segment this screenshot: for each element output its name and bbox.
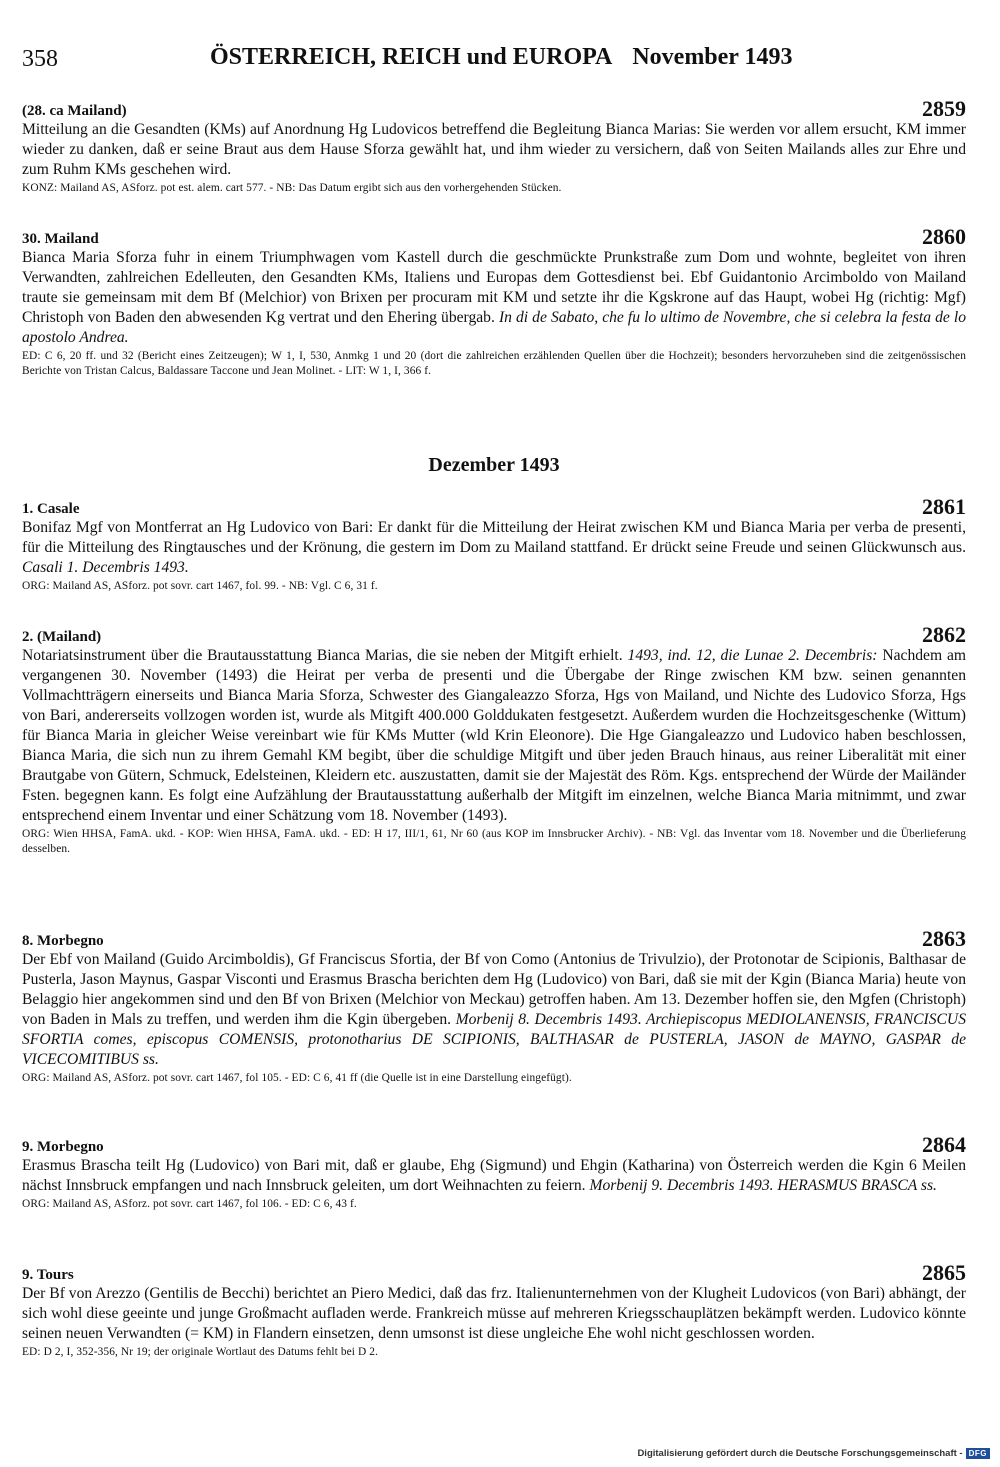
entry-date-place: 30. Mailand — [22, 231, 99, 247]
regest-body-continued: Nachdem am vergangenen 30. November (1493) die Heirat per verba de presenti und die Übergabe der Ringe zwischen KM bzw. seinen genannten Vollmachtträgern einerseits und Bianca Maria Sforza, Schwester des Giangaleazzo Sforza, Hgs von Mailand, und Nichte des Ludovico Sforza, Hgs von Bari, andererseits vollzogen worden ist, wurde als Mitgift 400.000 Golddukaten festgesetzt. Außerdem wurden die Hochzeitsgeschenke (Wittum) für Bianca Maria in gleicher Weise vereinbart wie für KMs Mutter (wld Krin Eleonore). Die Hge Giangaleazzo und Ludovico haben beschlossen, Bianca Maria, die sich nun zu ihrem Gemahl KM begibt, über die schuldige Mitgift und über jeden Brauch hinaus, aus reiner Liberalität mit einer Brautgabe von Gütern, Schmuck, Edelsteinen, Kleidern etc. auszustatten, damit sie der Majestät des Röm. Kgs. entsprechend der Würde der Mailänder Fsten. begegnen kann. Es folgt eine Aufzählung der Brautausstattung außerhalb der Mitgift im einzelnen, welche Bianca Maria mitnimmt, und zwar entsprechend einem Inventar und einer Schätzung vom 18. November (1493). — [22, 647, 967, 824]
entry-header — [22, 1262, 966, 1284]
source-note: ORG: Mailand AS, ASforz. pot sovr. cart 1467, fol 106. - ED: C 6, 43 f. — [22, 1198, 357, 1210]
regest-body: Bianca Maria Sforza fuhr in einem Triumphwagen vom Kastell durch die geschmückte Prunkstraße zum Dom und wohnte, begleitet von ihren Verwandten, zahlreichen Edelleuten, den Gesandten KMs, Italiens und Europas dem Gottesdienst bei. Ebf Guidantonio Arcimboldo von Mailand traute sie gemeinsam mit dem Bf (Melchior) von Brixen per procuram mit KM und setzte ihr die Kgskrone auf das Haupt, wobei Hg (richtig: Mgf) Christoph von Baden den abwesenden Kg vertrat und den Ehering übergab. — [22, 249, 966, 326]
entry-date-place: 9. Morbegno — [22, 1139, 104, 1155]
entry-number: 2859 — [922, 96, 966, 121]
entry-date-place: 9. Tours — [22, 1267, 74, 1283]
latin-dating: Morbenij 9. Decembris 1493. HERASMUS BRASCA ss. — [589, 1177, 937, 1194]
running-title-text: ÖSTERREICH, REICH und EUROPA — [210, 44, 613, 70]
entry-number: 2860 — [922, 224, 966, 249]
source-note: ORG: Mailand AS, ASforz. pot sovr. cart 1467, fol 105. - ED: C 6, 41 ff (die Quelle ist in eine Darstellung eingefügt). — [22, 1072, 572, 1084]
regest-body: Mitteilung an die Gesandten (KMs) auf Anordnung Hg Ludovicos betreffend die Begleitung Bianca Marias: Sie werden vor allem ersucht, KM immer wieder zu danken, daß er seine Braut aus dem Hause Sforza gewählt hat, und ihm wieder zu versichern, daß von Seiten Mailands alles zur Ehre und zum Ruhm KMs geschehen wird. — [22, 121, 966, 178]
entry-header — [22, 98, 966, 120]
source-note: ORG: Mailand AS, ASforz. pot sovr. cart 1467, fol. 99. - NB: Vgl. C 6, 31 f. — [22, 580, 378, 592]
regest-entry — [22, 496, 966, 594]
entry-header — [22, 1134, 966, 1156]
digitization-credit — [637, 1448, 990, 1459]
entry-date-place: (28. ca Mailand) — [22, 103, 127, 119]
latin-dating: In di de Sabato, che fu lo ultimo de Novembre, che si celebra la festa de lo apostolo Andrea. — [22, 309, 966, 346]
regest-text — [22, 950, 966, 1070]
running-title-month: November 1493 — [632, 44, 793, 70]
page-number: 358 — [22, 46, 58, 72]
credit-text: Digitalisierung gefördert durch die Deutsche Forschungsgemeinschaft - — [637, 1448, 963, 1459]
regest-text — [22, 1156, 966, 1196]
regest-text — [22, 518, 966, 578]
entry-date-place: 8. Morbegno — [22, 933, 104, 949]
entry-number: 2864 — [922, 1132, 966, 1157]
source-note: ED: D 2, I, 352-356, Nr 19; der originale Wortlaut des Datums fehlt bei D 2. — [22, 1346, 379, 1358]
entry-header — [22, 496, 966, 518]
entry-number: 2861 — [922, 494, 966, 519]
regest-body: Bonifaz Mgf von Montferrat an Hg Ludovico von Bari: Er dankt für die Mitteilung der Heirat zwischen KM und Bianca Maria per verba de presenti, für die Mitteilung des Ringtausches und der Krönung, die gestern im Dom zu Mailand stattfand. Er drückt seine Freude und seinen Glückwunsch aus. — [22, 519, 966, 556]
entry-date-place: 1. Casale — [22, 501, 80, 517]
latin-dating: Morbenij 8. Decembris 1493. Archiepiscopus MEDIOLANENSIS, FRANCISCUS SFORTIA comes, episcopus COMENSIS, protonotharius DE SCIPIONIS, BALTHASAR de PUSTERLA, JASON de MAYNO, GASPAR de VICECOMITIBUS ss. — [22, 1011, 966, 1068]
latin-dating: 1493, ind. 12, die Lunae 2. Decembris: — [627, 647, 878, 664]
regest-body: Erasmus Brascha teilt Hg (Ludovico) von Bari mit, daß er glaube, Ehg (Sigmund) und Ehgin (Katharina) von Österreich werden die Kgin 6 Meilen nächst Innsbruck empfangen und nach Innsbruck geleiten, um dort Weihnachten zu feiern. — [22, 1157, 966, 1194]
running-title — [210, 44, 793, 71]
regest-entry — [22, 1262, 966, 1360]
running-head — [22, 46, 966, 86]
entry-number: 2862 — [922, 622, 966, 647]
regest-entry — [22, 928, 966, 1086]
entry-number: 2865 — [922, 1260, 966, 1285]
source-note: KONZ: Mailand AS, ASforz. pot est. alem. cart 577. - NB: Das Datum ergibt sich aus den vorhergehenden Stücken. — [22, 182, 562, 194]
source-note: ED: C 6, 20 ff. und 32 (Bericht eines Zeitzeugen); W 1, I, 530, Anmkg 1 und 20 (dort die zahlreichen erzählenden Quellen über die Hochzeit); besonders hervorzuheben sind die zeitgenössischen Berichte von Tristan Calcus, Baldassare Taccone und Jean Molinet. - LIT: W 1, I, 366 f. — [22, 350, 966, 377]
entry-header — [22, 928, 966, 950]
regest-entry — [22, 98, 966, 196]
regest-text — [22, 1284, 966, 1344]
regest-entry — [22, 624, 966, 857]
entry-number: 2863 — [922, 926, 966, 951]
entry-header — [22, 624, 966, 646]
regest-text — [22, 248, 966, 348]
regest-body: Der Bf von Arezzo (Gentilis de Becchi) berichtet an Piero Medici, daß das frz. Italienunternehmen von der Klugheit Ludovicos (von Bari) abhängt, der sich wohl diese geeinte und junge Großmacht aufladen werde. Frankreich müsse auf mehreren Kriegsschauplätzen bekämpft werden. Ludovico könnte seinen neuen Verwandten (= KM) in Flandern einsetzen, denn umsonst ist diese ungleiche Ehe wohl nicht geschlossen worden. — [22, 1285, 966, 1342]
regest-body: Der Ebf von Mailand (Guido Arcimboldis), Gf Franciscus Sfortia, der Bf von Como (Antonius de Trivulzio), der Protonotar de Scipionis, Balthasar de Pusterla, Jason Maynus, Gaspar Visconti und Erasmus Brascha berichten dem Hg (Ludovico) von Bari, daß sie mit der Kgin (Bianca Maria) heute von Belaggio hier angekommen sind und den Bf von Brixen (Melchior von Meckau) getroffen haben. Am 13. Dezember hoffen sie, den Mgfen (Christoph) von Baden in Mals zu treffen, und werden ihm die Kgin übergeben. — [22, 951, 966, 1028]
regest-body: Notariatsinstrument über die Brautausstattung Bianca Marias, die sie neben der Mitgift erhielt. — [22, 647, 623, 664]
source-note: ORG: Wien HHSA, FamA. ukd. - KOP: Wien HHSA, FamA. ukd. - ED: H 17, III/1, 61, Nr 60 (aus KOP im Innsbrucker Archiv). - NB: Vgl. das Inventar vom 18. November und die Überlieferung desselben. — [22, 828, 966, 855]
entry-header — [22, 226, 966, 248]
regest-entry — [22, 226, 966, 379]
section-heading: Dezember 1493 — [428, 454, 560, 476]
regest-entry — [22, 1134, 966, 1212]
entry-date-place: 2. (Mailand) — [22, 629, 102, 645]
regest-text — [22, 646, 966, 826]
regest-text — [22, 120, 966, 180]
dfg-logo: DFG — [966, 1448, 990, 1459]
latin-dating: Casali 1. Decembris 1493. — [22, 559, 189, 576]
